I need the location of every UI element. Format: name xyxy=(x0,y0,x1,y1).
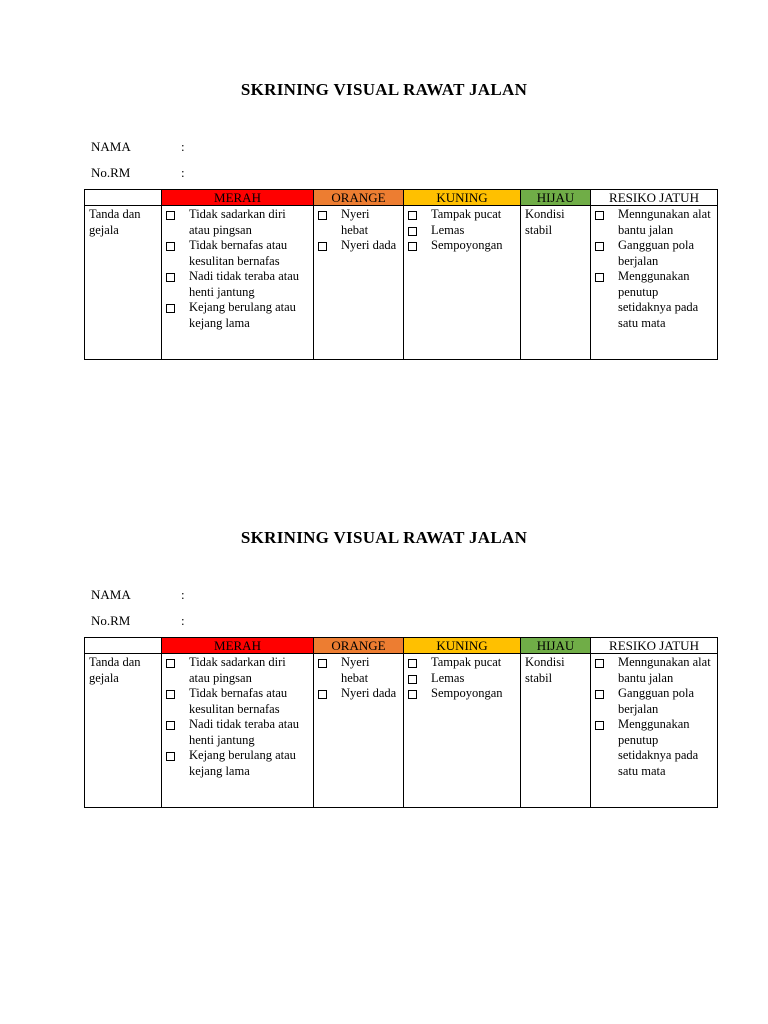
item-label: Lemas xyxy=(431,670,465,685)
item-label: Lemas xyxy=(431,222,465,237)
checkbox-icon[interactable] xyxy=(408,659,417,668)
item-label: Tidak bernafas atau kesulitan bernafas xyxy=(189,686,288,716)
triage-table xyxy=(84,189,718,360)
checklist-item[interactable] xyxy=(595,238,713,269)
checkbox-icon[interactable] xyxy=(595,690,604,699)
checkbox-icon[interactable] xyxy=(408,211,417,220)
checklist-item[interactable] xyxy=(166,300,309,331)
item-label: Kejang berulang atau kejang lama xyxy=(189,748,296,778)
checklist-item[interactable] xyxy=(318,207,399,238)
item-label: Tidak sadarkan diri atau pingsan xyxy=(189,207,286,237)
header-resiko-jatuh: RESIKO JATUH xyxy=(591,190,718,206)
checkbox-icon[interactable] xyxy=(166,659,175,668)
checkbox-icon[interactable] xyxy=(166,304,175,313)
item-label: Tampak pucat xyxy=(431,655,502,669)
checklist-item[interactable] xyxy=(318,686,399,702)
header-row xyxy=(85,190,718,206)
checkbox-icon[interactable] xyxy=(166,752,175,761)
checklist-item[interactable] xyxy=(166,207,309,238)
checklist-item[interactable] xyxy=(595,655,713,686)
checkbox-icon[interactable] xyxy=(166,211,175,220)
checkbox-icon[interactable] xyxy=(166,721,175,730)
item-label: Tidak sadarkan diri atau pingsan xyxy=(189,655,286,685)
no-rm-label: No.RM xyxy=(91,165,131,180)
form-title: SKRINING VISUAL RAWAT JALAN xyxy=(240,80,528,99)
checklist-item[interactable] xyxy=(408,655,516,671)
checkbox-icon[interactable] xyxy=(318,211,327,220)
nama-label: NAMA xyxy=(91,587,131,602)
hijau-cell: Kondisi stabil xyxy=(521,654,591,808)
no-rm-colon: : xyxy=(181,165,185,180)
checkbox-icon[interactable] xyxy=(408,675,417,684)
triage-table xyxy=(84,637,718,808)
screening-form-1 xyxy=(0,80,768,380)
checklist-item[interactable] xyxy=(595,717,713,779)
checkbox-icon[interactable] xyxy=(408,690,417,699)
header-resiko-jatuh: RESIKO JATUH xyxy=(591,638,718,654)
item-label: Tidak bernafas atau kesulitan bernafas xyxy=(189,238,288,268)
kuning-cell xyxy=(404,206,521,360)
checklist-item[interactable] xyxy=(166,655,309,686)
checklist-item[interactable] xyxy=(408,223,516,239)
resiko-jatuh-cell xyxy=(591,654,718,808)
item-label: Menngunakan alat bantu jalan xyxy=(618,655,711,685)
checkbox-icon[interactable] xyxy=(166,273,175,282)
item-label: Nyeri dada xyxy=(341,238,397,252)
checkbox-icon[interactable] xyxy=(595,242,604,251)
symptom-row xyxy=(85,206,718,360)
screening-form-2 xyxy=(0,528,768,828)
checklist-item[interactable] xyxy=(166,686,309,717)
nama-label: NAMA xyxy=(91,139,131,154)
checkbox-icon[interactable] xyxy=(595,273,604,282)
no-rm-colon: : xyxy=(181,613,185,628)
checklist-item[interactable] xyxy=(318,655,399,686)
checklist-item[interactable] xyxy=(166,748,309,779)
nama-colon: : xyxy=(181,587,185,602)
form-title: SKRINING VISUAL RAWAT JALAN xyxy=(240,528,528,547)
symptom-row xyxy=(85,654,718,808)
no-rm-label: No.RM xyxy=(91,613,131,628)
resiko-jatuh-cell xyxy=(591,206,718,360)
item-label: Nadi tidak teraba atau henti jantung xyxy=(189,269,300,299)
checklist-item[interactable] xyxy=(166,717,309,748)
checkbox-icon[interactable] xyxy=(166,242,175,251)
header-orange: ORANGE xyxy=(314,190,404,206)
checklist-item[interactable] xyxy=(595,686,713,717)
row-label: Tanda dan gejala xyxy=(85,206,162,360)
header-merah: MERAH xyxy=(162,638,314,654)
checkbox-icon[interactable] xyxy=(318,242,327,251)
item-label: Menngunakan alat bantu jalan xyxy=(618,207,711,237)
checklist-item[interactable] xyxy=(408,238,516,254)
checkbox-icon[interactable] xyxy=(408,242,417,251)
item-label: Gangguan pola berjalan xyxy=(618,238,695,268)
nama-colon: : xyxy=(181,139,185,154)
item-label: Sempoyongan xyxy=(431,686,503,700)
checklist-item[interactable] xyxy=(595,207,713,238)
header-kuning: KUNING xyxy=(404,638,521,654)
item-label: Menggunakan penutup setidaknya pada satu mata xyxy=(618,717,699,778)
checkbox-icon[interactable] xyxy=(318,690,327,699)
header-blank xyxy=(85,190,162,206)
header-merah: MERAH xyxy=(162,190,314,206)
item-label: Nyeri hebat xyxy=(341,655,370,685)
header-hijau: HIJAU xyxy=(521,190,591,206)
item-label: Kejang berulang atau kejang lama xyxy=(189,300,296,330)
checkbox-icon[interactable] xyxy=(595,659,604,668)
checklist-item[interactable] xyxy=(595,269,713,331)
item-label: Tampak pucat xyxy=(431,207,502,221)
checklist-item[interactable] xyxy=(166,238,309,269)
item-label: Gangguan pola berjalan xyxy=(618,686,695,716)
merah-cell xyxy=(162,206,314,360)
checkbox-icon[interactable] xyxy=(166,690,175,699)
merah-cell xyxy=(162,654,314,808)
hijau-cell: Kondisi stabil xyxy=(521,206,591,360)
item-label: Nyeri dada xyxy=(341,686,397,700)
kuning-cell xyxy=(404,654,521,808)
checklist-item[interactable] xyxy=(408,686,516,702)
row-label: Tanda dan gejala xyxy=(85,654,162,808)
header-orange: ORANGE xyxy=(314,638,404,654)
item-label: Nyeri hebat xyxy=(341,207,370,237)
checklist-item[interactable] xyxy=(166,269,309,300)
orange-cell xyxy=(314,654,404,808)
header-kuning: KUNING xyxy=(404,190,521,206)
orange-cell xyxy=(314,206,404,360)
checkbox-icon[interactable] xyxy=(318,659,327,668)
item-label: Menggunakan penutup setidaknya pada satu mata xyxy=(618,269,699,330)
checkbox-icon[interactable] xyxy=(408,227,417,236)
checkbox-icon[interactable] xyxy=(595,211,604,220)
header-row xyxy=(85,638,718,654)
checkbox-icon[interactable] xyxy=(595,721,604,730)
header-hijau: HIJAU xyxy=(521,638,591,654)
checklist-item[interactable] xyxy=(318,238,399,254)
item-label: Sempoyongan xyxy=(431,238,503,252)
checklist-item[interactable] xyxy=(408,207,516,223)
item-label: Nadi tidak teraba atau henti jantung xyxy=(189,717,300,747)
header-blank xyxy=(85,638,162,654)
checklist-item[interactable] xyxy=(408,671,516,687)
